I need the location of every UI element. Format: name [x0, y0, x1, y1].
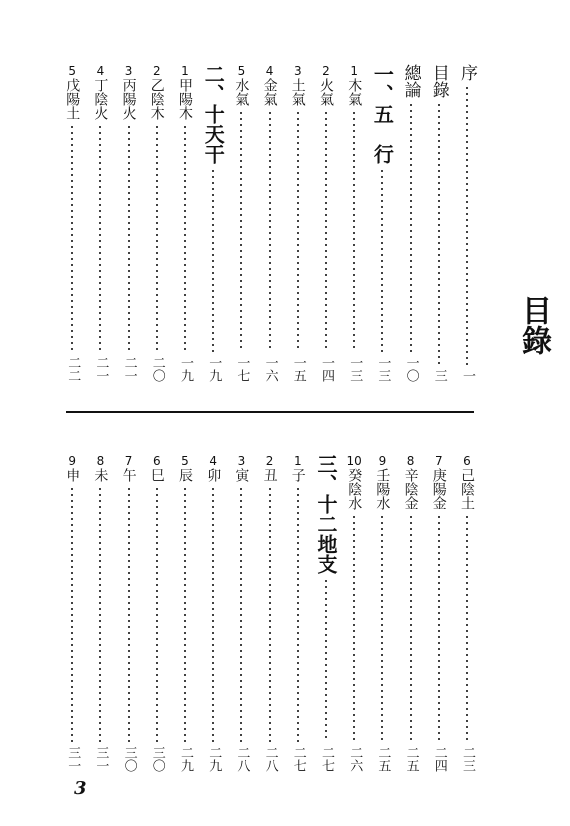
toc-entry-title: 木氣 [346, 78, 363, 106]
toc-entry-page: 二六 [347, 746, 363, 772]
toc-entry-number: 7 [434, 454, 443, 468]
dot-leader [128, 124, 130, 352]
toc-entry[interactable] [116, 454, 142, 772]
toc-entry-title: 辛陰金 [402, 468, 419, 510]
toc-entry-title: 寅 [233, 468, 250, 482]
toc-entry-page: 二〇 [149, 356, 165, 382]
dot-leader [99, 486, 101, 742]
toc-entry-title: 丙陽火 [120, 78, 137, 120]
toc-entry-title: 午 [120, 468, 137, 482]
toc-entry-title: 子 [289, 468, 306, 482]
toc-entry-title: 三、十二地支 [314, 454, 338, 574]
toc-entry-title: 土氣 [289, 78, 306, 106]
toc-entry-title: 辰 [177, 468, 193, 482]
toc-entry-number: 8 [96, 454, 105, 468]
dot-leader [381, 514, 383, 742]
toc-entry-page: 一三 [375, 356, 391, 382]
toc-entry-page: 二八 [262, 746, 278, 772]
toc-entry[interactable] [341, 64, 367, 382]
toc-entry-number: 2 [322, 64, 330, 78]
toc-entry-title: 丑 [261, 468, 278, 482]
toc-entry-page: 三一 [93, 746, 109, 772]
toc-entry[interactable] [200, 64, 226, 382]
toc-entry-title: 戊陽土 [64, 78, 81, 120]
dot-leader [156, 124, 158, 352]
toc-entry-title: 目錄 [428, 64, 449, 98]
dot-leader [410, 514, 412, 742]
toc-entry-number: 4 [265, 64, 274, 78]
toc-entry-number: 1 [293, 454, 302, 468]
toc-entry-title: 巳 [148, 468, 165, 482]
toc-entry[interactable] [200, 454, 226, 772]
toc-entry[interactable] [59, 64, 85, 382]
dot-leader [353, 514, 355, 742]
toc-entry[interactable] [341, 454, 367, 772]
toc-entry[interactable] [59, 454, 85, 772]
toc-entry-page: 三〇 [149, 746, 165, 772]
toc-entry-page: 一九 [178, 356, 193, 382]
dot-leader [212, 486, 214, 742]
dot-leader [99, 124, 101, 352]
toc-entry-title: 癸陰水 [346, 468, 363, 510]
toc-entry[interactable] [228, 454, 254, 772]
dot-leader [381, 168, 383, 352]
toc-entry-number: 3 [293, 64, 302, 78]
toc-entry[interactable] [454, 64, 480, 382]
dot-leader [466, 514, 468, 742]
toc-entry-page: 二二 [65, 356, 81, 382]
toc-entry-title: 乙陰木 [148, 78, 165, 120]
toc-entry-number: 7 [124, 454, 133, 468]
toc-entry[interactable] [313, 64, 339, 382]
toc-entry[interactable] [454, 454, 480, 772]
dot-leader [297, 486, 299, 742]
dot-leader [325, 110, 327, 352]
toc-entry-number: 5 [237, 64, 246, 78]
toc-entry[interactable] [369, 454, 395, 772]
page-title: 目錄 [516, 295, 551, 355]
dot-leader [269, 110, 271, 352]
toc-entry-title: 火氣 [318, 78, 334, 106]
toc-entry-page: 一七 [234, 356, 250, 382]
toc-entry-page: 二三 [460, 746, 475, 772]
toc-entry[interactable] [257, 454, 283, 772]
toc-entry-title: 總論 [400, 64, 421, 98]
toc-entry[interactable] [87, 64, 113, 382]
toc-entry[interactable] [426, 64, 452, 382]
dot-leader [410, 102, 412, 352]
toc-entry-title: 卯 [205, 468, 222, 482]
dot-leader [438, 102, 440, 365]
toc-entry[interactable] [398, 454, 424, 772]
toc-entry-title: 庚陽金 [430, 468, 447, 510]
toc-entry-number: 2 [152, 64, 161, 78]
toc-entry-number: 9 [378, 454, 387, 468]
page-number: 3 [74, 778, 87, 799]
toc-entry[interactable] [285, 64, 311, 382]
toc-entry[interactable] [228, 64, 254, 382]
toc-entry[interactable] [172, 454, 198, 772]
toc-entry-number: 3 [237, 454, 246, 468]
toc-entry-title: 己陰土 [459, 468, 475, 510]
toc-entry-title: 一、五 行 [370, 64, 395, 164]
toc-entry-page: 二九 [206, 746, 222, 772]
toc-entry-title: 壬陽水 [374, 468, 391, 510]
toc-entry[interactable] [398, 64, 424, 382]
toc-entry-number: 6 [463, 454, 471, 468]
dot-leader [240, 110, 242, 352]
toc-entry-page: 二七 [290, 746, 306, 772]
toc-entry[interactable] [426, 454, 452, 772]
toc-entry-title: 序 [457, 64, 477, 81]
toc-entry-title: 水氣 [233, 78, 250, 106]
toc-entry-page: 二一 [121, 356, 137, 382]
dot-leader [212, 168, 214, 352]
toc-entry-page: 三一 [65, 746, 81, 772]
toc-entry-number: 1 [350, 64, 358, 78]
toc-entry-page: 三 [431, 369, 447, 382]
toc-entry-title: 未 [92, 468, 109, 482]
toc-entry-page: 二五 [403, 746, 419, 772]
toc-entry-page: 三〇 [121, 746, 137, 772]
toc-entry[interactable] [87, 454, 113, 772]
toc-entry-page: 一五 [290, 356, 306, 382]
dot-leader [71, 486, 73, 742]
toc-entry-number: 5 [181, 454, 189, 468]
toc-entry-number: 4 [209, 454, 217, 468]
toc-entry-page: 一六 [262, 356, 278, 382]
toc-entry[interactable] [285, 454, 311, 772]
toc-entry-page: 二九 [178, 746, 193, 772]
toc-entry[interactable] [257, 64, 283, 382]
toc-entry-page: 二一 [93, 356, 109, 382]
dot-leader [184, 486, 186, 742]
toc-entry-number: 8 [406, 454, 415, 468]
section-divider [66, 411, 474, 413]
toc-entry[interactable] [172, 64, 198, 382]
dot-leader [269, 486, 271, 742]
toc-entry-page: 一三 [347, 356, 363, 382]
toc-entry-title: 甲陽木 [177, 78, 193, 120]
toc-entry-page: 一四 [319, 356, 334, 382]
toc-entry-page: 二五 [375, 746, 391, 772]
toc-entry-page: 一九 [206, 356, 222, 382]
dot-leader [71, 124, 73, 352]
toc-entry[interactable] [369, 64, 395, 382]
toc-entry-number: 9 [68, 454, 76, 468]
dot-leader [353, 110, 355, 352]
toc-entry[interactable] [144, 64, 170, 382]
toc-entry-page: 一 [460, 369, 475, 382]
dot-leader [184, 124, 186, 352]
toc-entry-page: 二四 [431, 746, 447, 772]
dot-leader [128, 486, 130, 742]
dot-leader [438, 514, 440, 742]
toc-entry-number: 10 [346, 454, 362, 468]
toc-entry-number: 1 [181, 64, 189, 78]
dot-leader [297, 110, 299, 352]
toc-entry-page: 二七 [319, 746, 334, 772]
toc-entry-number: 6 [152, 454, 161, 468]
dot-leader [325, 578, 327, 742]
toc-entry-page: 二八 [234, 746, 250, 772]
toc-entry-title: 丁陰火 [92, 78, 109, 120]
dot-leader [240, 486, 242, 742]
dot-leader [156, 486, 158, 742]
toc-entry[interactable] [116, 64, 142, 382]
toc-entry-number: 4 [96, 64, 105, 78]
toc-entry-title: 金氣 [261, 78, 278, 106]
toc-entry-number: 5 [68, 64, 76, 78]
toc-entry-title: 申 [64, 468, 81, 482]
toc-entry[interactable] [144, 454, 170, 772]
toc-entry-title: 二、十天干 [201, 64, 226, 164]
toc-entry-number: 3 [124, 64, 133, 78]
dot-leader [466, 85, 468, 365]
toc-entry-number: 2 [265, 454, 274, 468]
toc-entry[interactable] [313, 454, 339, 772]
toc-entry-page: 一〇 [403, 356, 419, 382]
